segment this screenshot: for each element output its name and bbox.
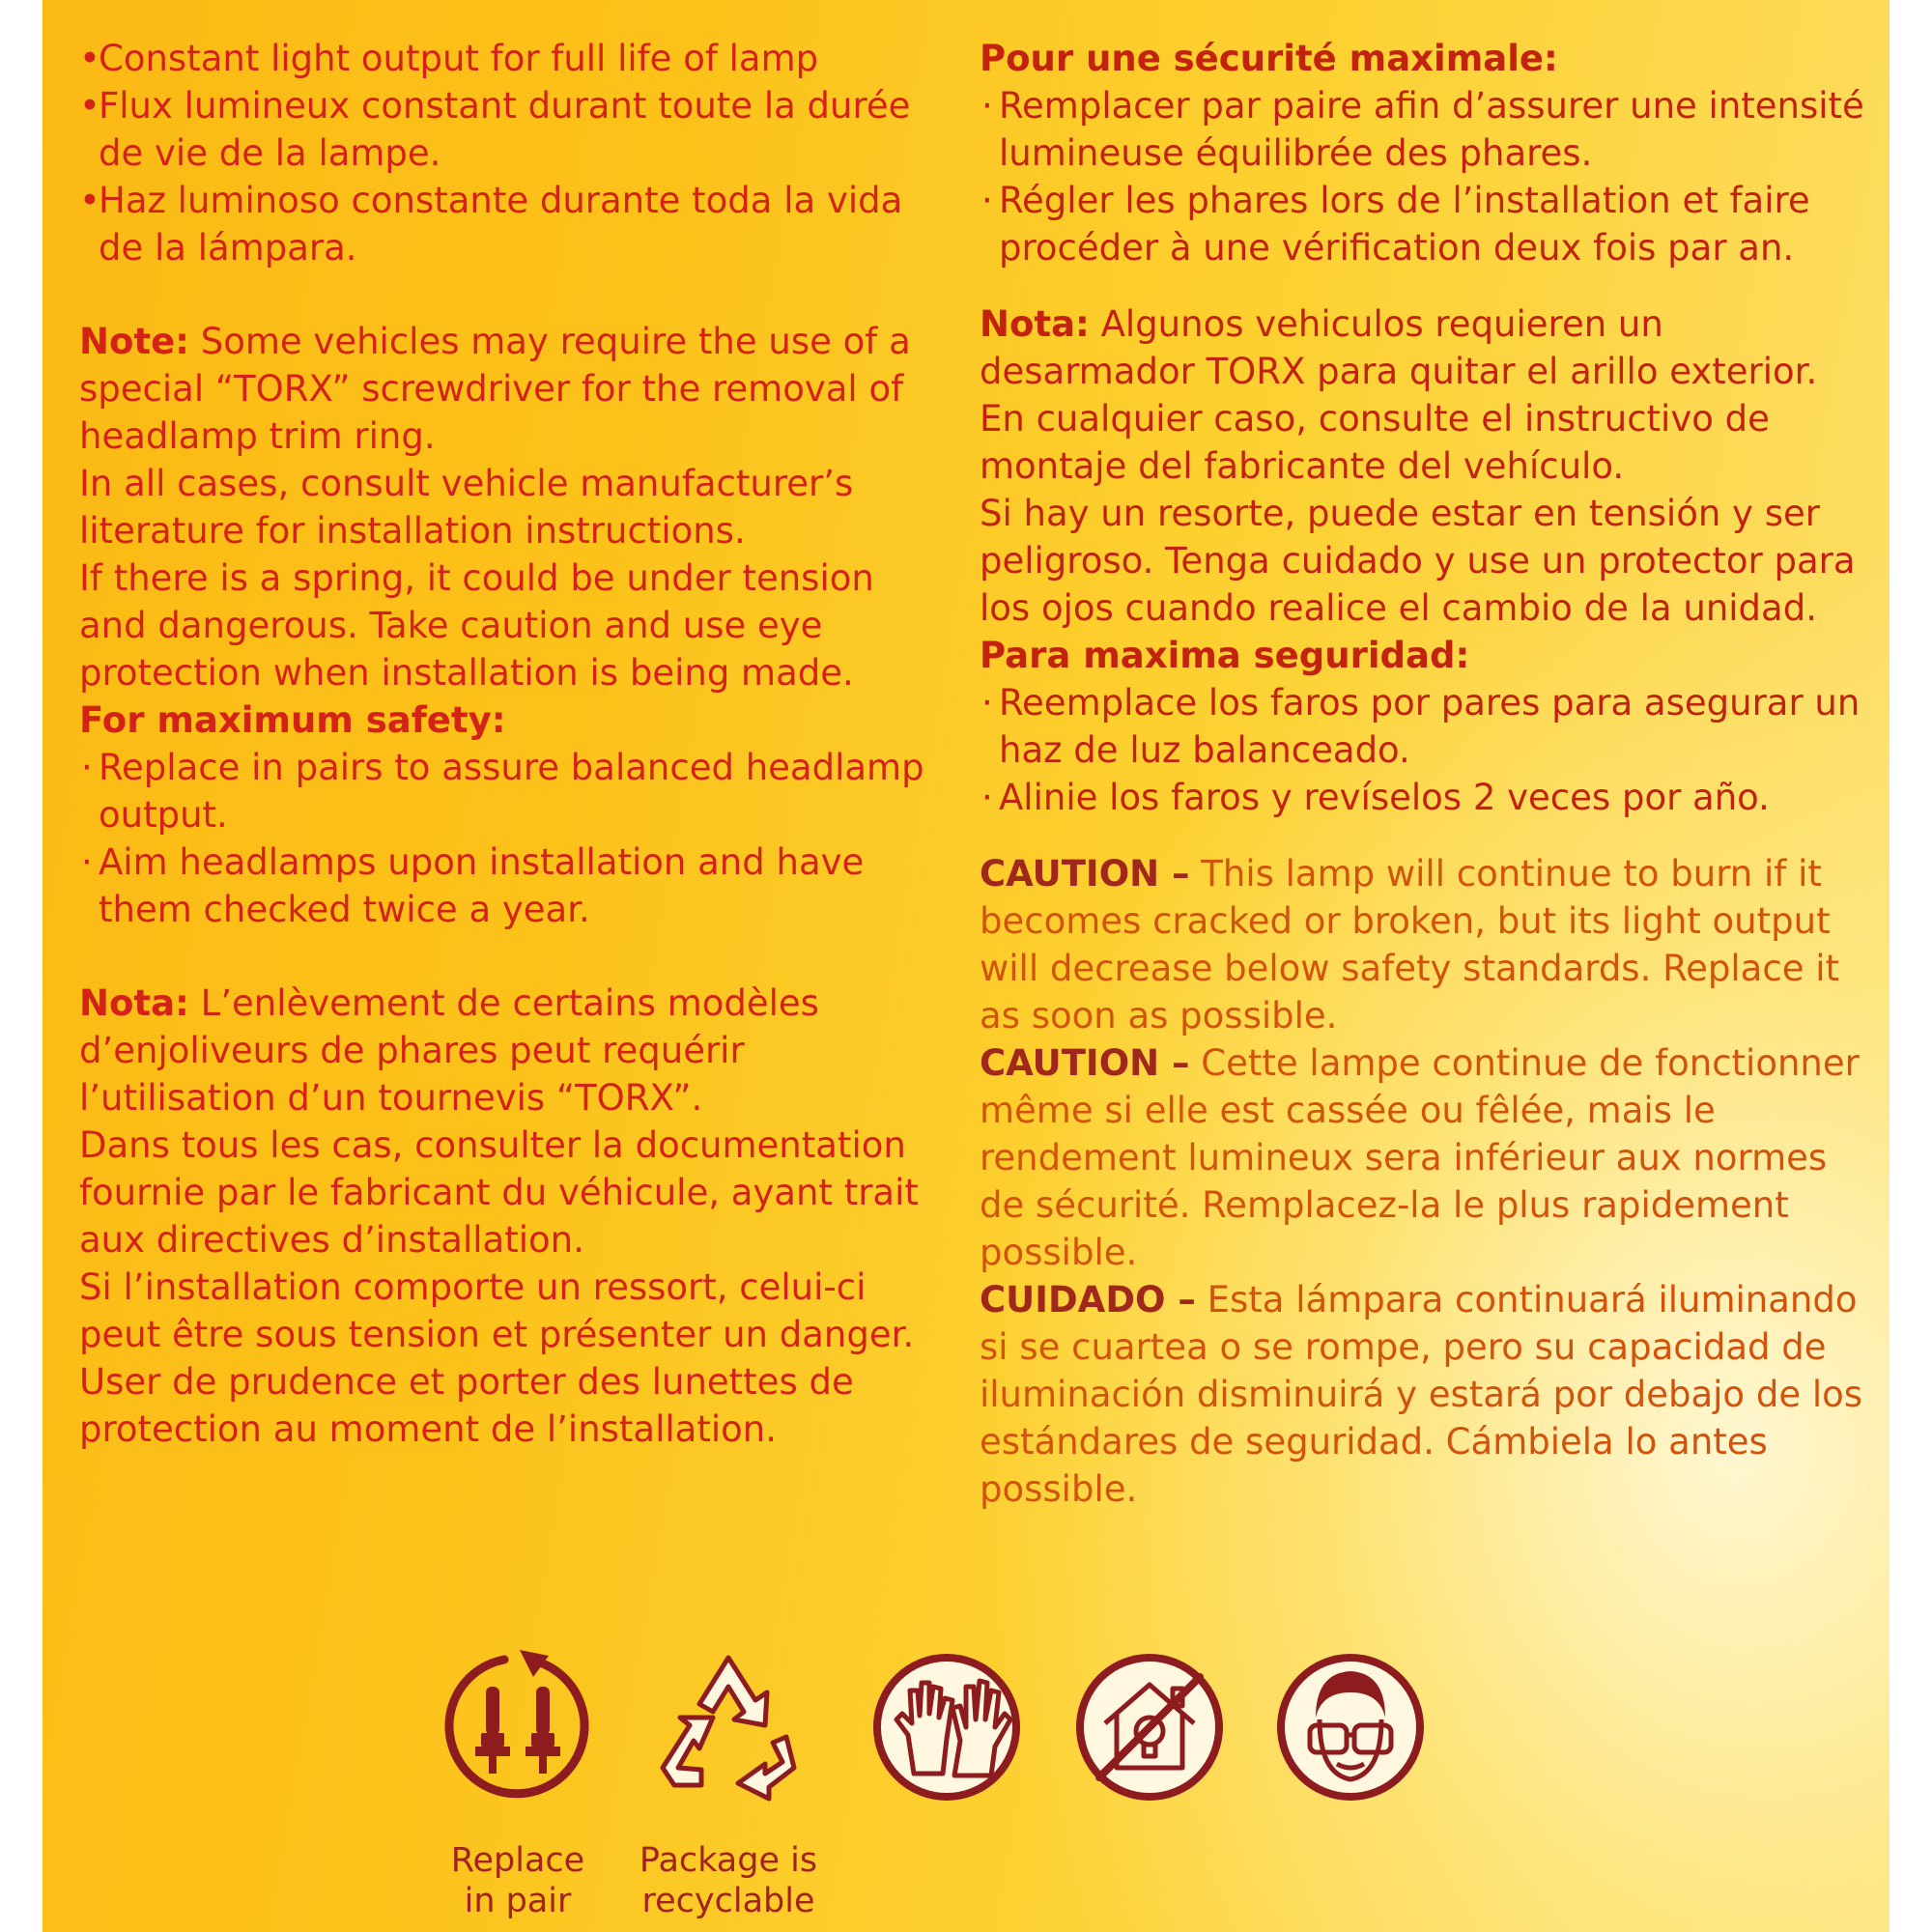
note-en-text-1: Some vehicles may require the use of a special “TORX” screwdriver for the removal of headlamp trim ring.	[79, 321, 911, 457]
note-es-text-3: Si hay un resorte, puede estar en tensión y ser peligroso. Tenga cuidado y use un protector para los ojos cuando realice el cambio de la unidad.	[980, 493, 1856, 629]
note-fr-line-1	[79, 980, 949, 1122]
package-back-panel	[43, 0, 1889, 1932]
pictogram-row	[43, 1642, 1889, 1932]
safety-es-item-1: · Reemplace los faros por pares para asegurar un haz de luz balanceado.	[980, 679, 1868, 774]
safety-es-item-2: · Alinie los faros y revíselos 2 veces por año.	[980, 774, 1868, 821]
note-es-text-1: Algunos vehiculos requieren un desarmador TORX para quitar el arillo exterior.	[980, 303, 1818, 392]
left-column	[79, 35, 949, 1453]
safety-en-item-1: · Replace in pairs to assure balanced headlamp output.	[79, 744, 949, 838]
right-column	[980, 35, 1868, 1513]
safety-fr-heading: Pour une sécurité maximale:	[980, 38, 1558, 79]
safety-en-item-2: · Aim headlamps upon installation and have them checked twice a year.	[79, 838, 949, 933]
caution-en-text: This lamp will continue to burn if it becomes cracked or broken, but its light output will decrease below safety standards. Replace it as soon as possible.	[980, 853, 1840, 1037]
note-es-label: Nota:	[980, 303, 1090, 345]
note-fr-text-2: Dans tous les cas, consulter la documentation fournie par le fabricant du véhicule, ayant trait aux directives d’installation.	[79, 1124, 919, 1261]
note-en-label: Note:	[79, 321, 189, 362]
caution-es	[980, 1276, 1868, 1513]
feature-en: • Constant light output for full life of lamp	[79, 35, 949, 82]
caution-en-keyword: CAUTION –	[980, 853, 1190, 895]
gloves-icon	[869, 1650, 1024, 1804]
note-fr-text-1: L’enlèvement de certains modèles d’enjoliveurs de phares peut requérir l’utilisation d’un tournevis “TORX”.	[79, 982, 819, 1119]
note-es-text-2: En cualquier caso, consulte el instructivo de montaje del fabricante del vehículo.	[980, 398, 1770, 487]
safety-fr-item-1: · Remplacer par paire afin d’assurer une intensité lumineuse équilibrée des phares.	[980, 82, 1868, 177]
caution-es-keyword: CUIDADO –	[980, 1279, 1196, 1321]
feature-fr: • Flux lumineux constant durant toute la durée de vie de la lampe.	[79, 82, 949, 177]
note-en-text-3: If there is a spring, it could be under tension and dangerous. Take caution and use eye protection when installation is being made.	[79, 557, 874, 694]
safety-en-heading: For maximum safety:	[79, 699, 506, 741]
note-es-line-1	[980, 300, 1868, 395]
note-fr-label: Nota:	[79, 982, 189, 1024]
note-fr-text-3: Si l’installation comporte un ressort, celui-ci peut être sous tension et présenter un danger. User de prudence et porter des lunettes de protection au moment de l’installation.	[79, 1266, 915, 1450]
eye-protection-icon	[1273, 1650, 1428, 1804]
caution-es-text: Esta lámpara continuará iluminando si se cuartea o se rompe, pero su capacidad de iluminación disminuirá y estará por debajo de los estándares de seguridad. Cámbiela lo antes possible.	[980, 1279, 1863, 1510]
note-en-line-1	[79, 318, 949, 460]
replace-in-pair-icon	[440, 1650, 595, 1804]
feature-es: • Haz luminoso constante durante toda la vida de la lámpara.	[79, 177, 949, 271]
caution-fr	[980, 1039, 1868, 1276]
replace-in-pair-caption: Replace in pair	[450, 1841, 585, 1920]
recycle-icon	[651, 1650, 806, 1804]
caution-block	[980, 850, 1868, 1513]
safety-es-heading: Para maxima seguridad:	[980, 635, 1470, 676]
caution-fr-keyword: CAUTION –	[980, 1042, 1190, 1084]
no-household-use-icon	[1072, 1650, 1227, 1804]
note-en-text-2: In all cases, consult vehicle manufacturer’s literature for installation instructions.	[79, 463, 854, 552]
caution-fr-text: Cette lampe continue de fonctionner même si elle est cassée ou fêlée, mais le rendement lumineux sera inférieur aux normes de sécurité. Remplacez-la le plus rapidement possible.	[980, 1042, 1860, 1273]
caution-en	[980, 850, 1868, 1039]
safety-fr-item-2: · Régler les phares lors de l’installation et faire procéder à une vérification deux fois par an.	[980, 177, 1868, 271]
recyclable-caption: Package is recyclable	[639, 1841, 818, 1920]
